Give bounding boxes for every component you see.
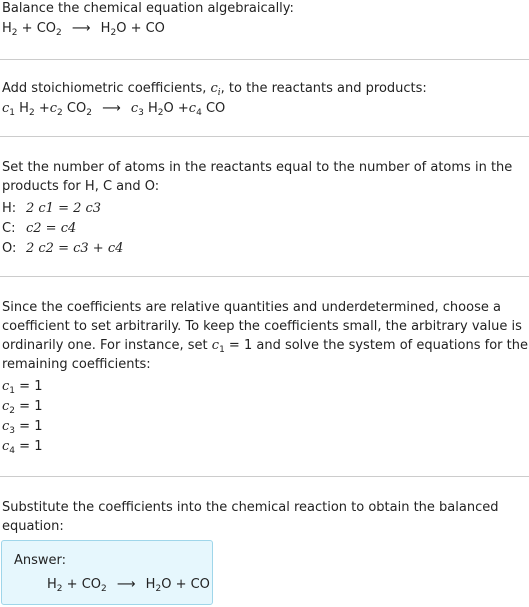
reactant-co: CO <box>36 21 57 36</box>
c3: c <box>130 101 139 116</box>
math-c: c <box>210 81 218 96</box>
answer-box <box>1 540 213 605</box>
atoms-intro-1: Set the number of atoms in the reactants equal to the number of atoms in the <box>2 160 513 175</box>
sub: 1 <box>9 108 16 118</box>
sub: 2 <box>9 406 16 416</box>
reaction-arrow: ⟶ <box>71 21 91 36</box>
reactant-h: H <box>2 21 12 36</box>
sub: 2 <box>86 108 92 118</box>
h: H <box>19 101 29 116</box>
sub: 1 <box>219 345 225 355</box>
divider <box>0 476 529 477</box>
text: ordinarily one. For instance, set <box>2 338 212 353</box>
intro-text: Balance the chemical equation algebraically: <box>2 1 294 16</box>
coefficients-intro <box>2 80 427 99</box>
coef-value-2: $c_2 = 1$ <box>2 399 43 416</box>
coef-value-3: $c_3 = 1$ <box>2 419 43 436</box>
atom-row-c <box>2 220 76 237</box>
reaction-arrow: ⟶ <box>102 101 121 116</box>
balanced-equation <box>47 577 210 592</box>
divider <box>0 276 529 277</box>
h: H <box>47 577 57 592</box>
atom-row-o <box>2 240 123 257</box>
product-co: CO <box>145 21 165 36</box>
sub: 2 <box>101 584 107 594</box>
sub: 2 <box>57 108 63 118</box>
plus: + <box>21 21 33 36</box>
c1: c <box>211 338 220 353</box>
co: CO <box>205 101 226 116</box>
atom-equation: c2 = c4 <box>26 221 77 236</box>
text: , to the reactants and products: <box>220 81 427 96</box>
sub: 4 <box>196 108 202 118</box>
divider <box>0 59 529 60</box>
answer-label: Answer: <box>14 553 67 568</box>
sub: 3 <box>138 108 144 118</box>
solve-text-3 <box>2 337 528 356</box>
o: O <box>161 577 172 592</box>
c1: c <box>2 101 10 116</box>
solve-text-1: Since the coefficients are relative quantities and underdetermined, choose a <box>2 300 501 315</box>
text: = 1 and solve the system of equations for the <box>224 338 528 353</box>
atom-label: H: <box>2 201 17 216</box>
product-o: O <box>116 21 127 36</box>
plus: + <box>175 577 187 592</box>
c4: c <box>188 101 197 116</box>
c2: c <box>49 101 57 116</box>
atom-label: O: <box>2 241 17 256</box>
sub: 3 <box>9 426 16 436</box>
sub: i <box>217 88 221 98</box>
atom-label: C: <box>2 221 16 236</box>
plus: + <box>177 101 189 116</box>
c2: c <box>2 399 10 414</box>
co: CO <box>190 577 210 592</box>
sub: 2 <box>28 108 35 118</box>
atom-row-h <box>2 200 101 217</box>
c3: c <box>2 419 10 434</box>
c1: c <box>2 379 10 394</box>
atom-equation: 2 c1 = 2 c3 <box>26 201 102 216</box>
h: H <box>145 577 156 592</box>
product-h: H <box>100 21 111 36</box>
text: Add stoichiometric coefficients, <box>2 81 211 96</box>
sub: 2 <box>157 108 164 118</box>
h: H <box>148 101 158 116</box>
atom-equation: 2 c2 = c3 + c4 <box>26 241 124 256</box>
solve-text-2: coefficient to set arbitrarily. To keep the coefficients small, the arbitrary value is <box>2 319 522 334</box>
unbalanced-equation <box>2 20 165 39</box>
plus: + <box>66 577 78 592</box>
value: 1 <box>34 379 43 394</box>
reaction-arrow: ⟶ <box>116 577 136 592</box>
value: 1 <box>34 439 43 454</box>
plus: + <box>130 21 142 36</box>
o: O <box>163 101 174 116</box>
coef-value-4: $c_4 = 1$ <box>2 439 43 456</box>
c4: c <box>2 439 10 454</box>
plus: + <box>38 101 50 116</box>
coef-value-1: $c_1 = 1$ <box>2 379 43 396</box>
substitute-text-2: equation: <box>2 519 64 534</box>
substitute-text-1: Substitute the coefficients into the chemical reaction to obtain the balanced <box>2 500 499 515</box>
atoms-intro-2: products for H, C and O: <box>2 179 160 194</box>
coefficient-equation <box>2 100 225 119</box>
sub: 4 <box>9 446 16 456</box>
sub: 2 <box>11 28 18 38</box>
value: 1 <box>34 399 43 414</box>
sub: 2 <box>56 28 62 38</box>
divider <box>0 136 529 137</box>
sub: 1 <box>9 386 16 396</box>
value: 1 <box>34 419 43 434</box>
co: CO <box>81 577 102 592</box>
sub: 2 <box>110 28 117 38</box>
solve-text-4: remaining coefficients: <box>2 357 151 372</box>
sub: 2 <box>56 584 63 594</box>
co: CO <box>66 101 87 116</box>
sub: 2 <box>155 584 162 594</box>
